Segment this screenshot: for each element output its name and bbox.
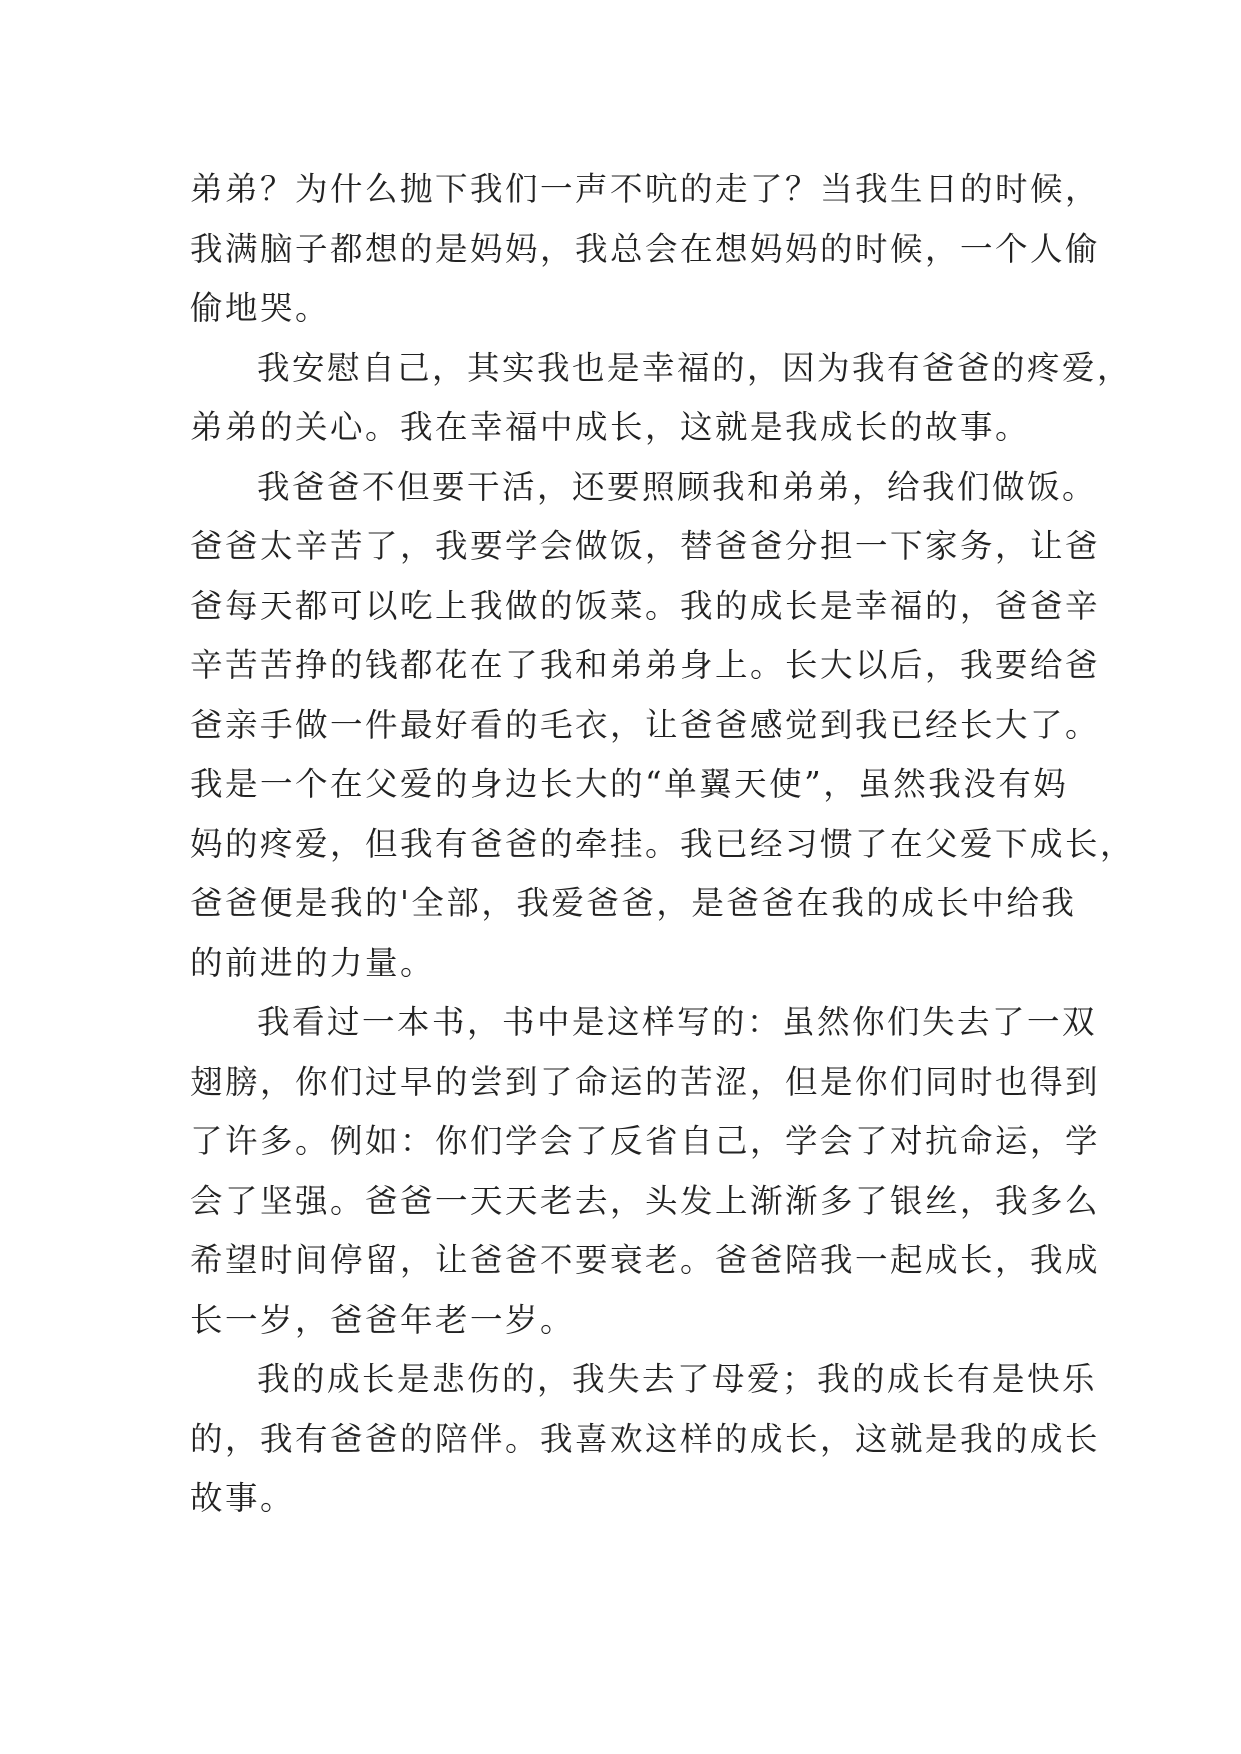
text-line: 了许多。例如：你们学会了反省自己，学会了对抗命运，学 xyxy=(190,1122,1101,1160)
text-line: 的，我有爸爸的陪伴。我喜欢这样的成长，这就是我的成长 xyxy=(190,1419,1101,1458)
text-line: 弟弟？为什么抛下我们一声不吭的走了？当我生日的时候， xyxy=(190,170,1101,208)
text-line: 希望时间停留，让爸爸不要衰老。爸爸陪我一起成长，我成 xyxy=(190,1241,1101,1279)
text-line: 的前进的力量。 xyxy=(190,943,436,982)
text-line: 翅膀，你们过早的尝到了命运的苦涩，但是你们同时也得到 xyxy=(190,1062,1101,1101)
text-line: 爸每天都可以吃上我做的饭菜。我的成长是幸福的，爸爸辛 xyxy=(190,586,1101,625)
text-line: 故事。 xyxy=(190,1479,296,1517)
text-line: 弟弟的关心。我在幸福中成长，这就是我成长的故事。 xyxy=(190,408,1031,446)
document-body xyxy=(190,160,1136,1529)
paragraph-first-line: 我的成长是悲伤的，我失去了母爱；我的成长有是快乐 xyxy=(257,1360,1098,1398)
paragraph-first-line: 我看过一本书，书中是这样写的：虽然你们失去了一双 xyxy=(257,1003,1098,1041)
text-line: 长一岁，爸爸年老一岁。 xyxy=(190,1300,576,1339)
paragraph-first-line: 我安慰自己，其实我也是幸福的，因为我有爸爸的疼爱， xyxy=(257,348,1133,387)
text-line: 偷地哭。 xyxy=(190,289,331,327)
text-line: 辛苦苦挣的钱都花在了我和弟弟身上。长大以后，我要给爸 xyxy=(190,646,1101,684)
text-line: 爸爸太辛苦了，我要学会做饭，替爸爸分担一下家务，让爸 xyxy=(190,527,1101,565)
text-line: 爸爸便是我的'全部，我爱爸爸，是爸爸在我的成长中给我 xyxy=(190,884,1077,922)
text-line: 爸亲手做一件最好看的毛衣，让爸爸感觉到我已经长大了。 xyxy=(190,705,1101,744)
text-line: 我满脑子都想的是妈妈，我总会在想妈妈的时候，一个人偷 xyxy=(190,229,1101,268)
text-line: 我是一个在父爱的身边长大的“单翼天使”，虽然我没有妈 xyxy=(190,765,1069,803)
text-line: 会了坚强。爸爸一天天老去，头发上渐渐多了银丝，我多么 xyxy=(190,1181,1101,1220)
text-line: 妈的疼爱，但我有爸爸的牵挂。我已经习惯了在父爱下成长， xyxy=(190,824,1136,863)
paragraph-first-line: 我爸爸不但要干活，还要照顾我和弟弟，给我们做饭。 xyxy=(257,467,1098,506)
